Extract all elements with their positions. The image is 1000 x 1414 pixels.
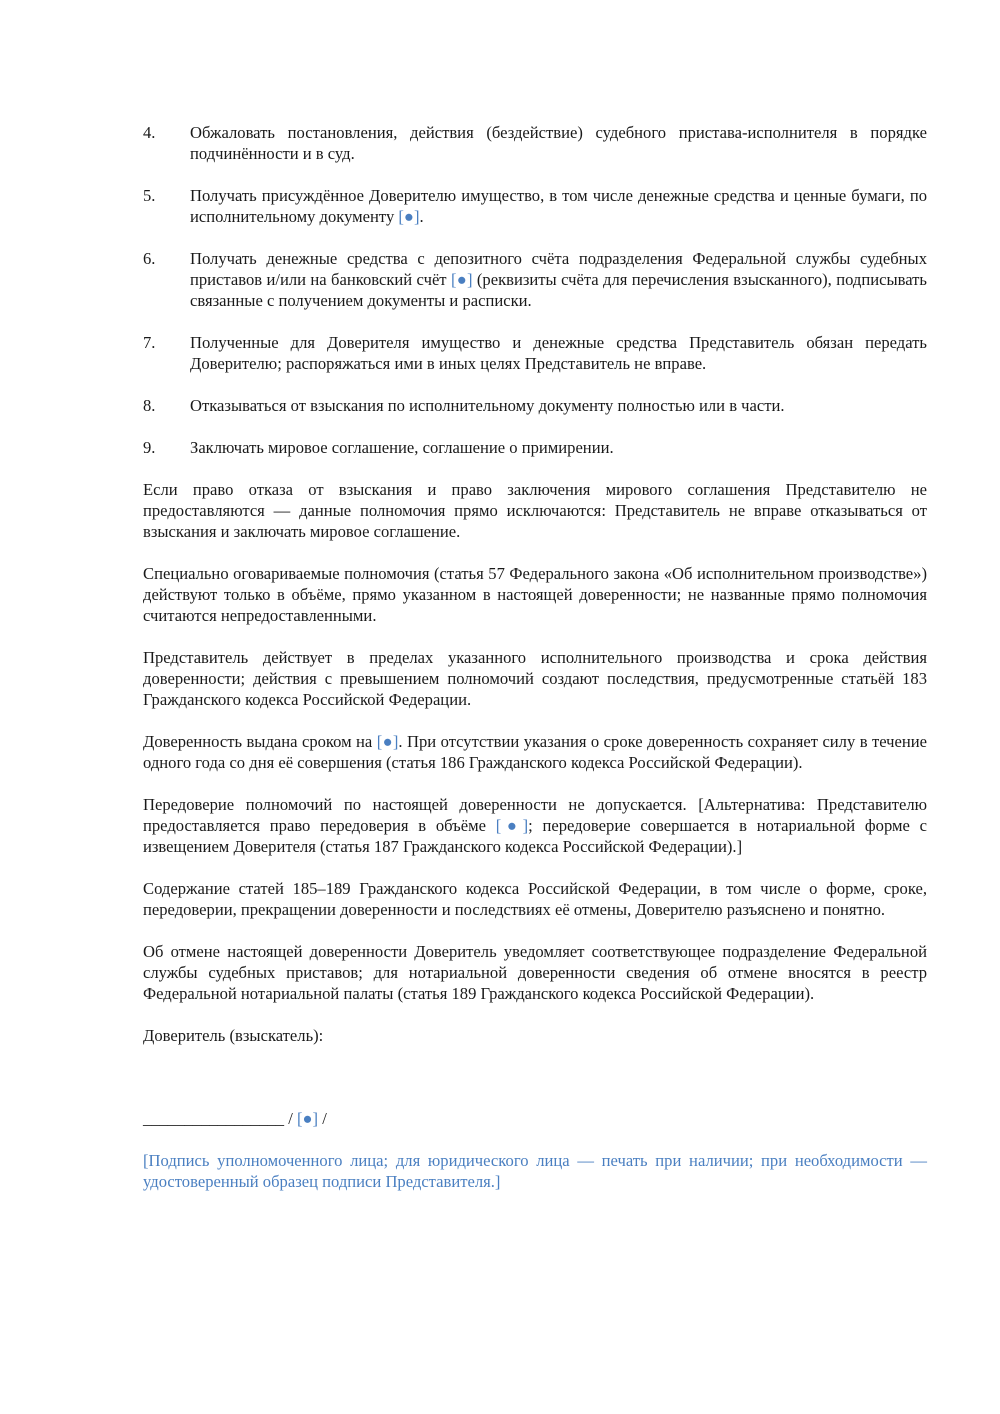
signature-line-end: / [318, 1109, 327, 1128]
signature-note: [Подпись уполномоченного лица; для юридического лица — печать при наличии; при необходимости — удостоверенный образец подписи Представителя.] [143, 1151, 927, 1191]
list-item [143, 395, 927, 416]
text-run: (реквизиты счёта для перечисления взысканного), подписывать связанные с получением документы и расписки. [190, 270, 927, 310]
signature-space [143, 1067, 927, 1108]
list-item [143, 437, 927, 458]
text-run: Доверенность выдана сроком на [143, 732, 377, 751]
text-run: ; передоверие совершается в нотариальной форме с извещением Доверителя (статья 187 Гражданского кодекса Российской Федерации).] [143, 816, 928, 856]
text-run: Специально оговариваемые полномочия (статья 57 Федерального закона «Об исполнительном производстве») действуют только в объёме, прямо указанном в настоящей доверенности; не названные прямо полномочия считаются непредоставленными. [143, 564, 927, 625]
text-run: Полученные для Доверителя имущество и денежные средства Представитель обязан передать Доверителю; распоряжаться ими в иных целях Представитель не вправе. [190, 333, 927, 373]
list-item-text [190, 332, 927, 374]
numbered-list [143, 122, 927, 458]
list-item-text [190, 437, 927, 458]
text-run: Получать денежные средства с депозитного счёта подразделения Федеральной службы судебных приставов и/или на банковский счёт [190, 249, 927, 289]
text-run: Передоверие полномочий по настоящей доверенности не допускается. [Альтернатива: Представителю предоставляется право передоверия в объёме [143, 795, 927, 835]
paragraph [143, 731, 927, 773]
list-item-number: 5. [143, 186, 156, 205]
body-paragraphs [143, 479, 927, 1004]
list-item [143, 248, 927, 311]
principal-label: Доверитель (взыскатель): [143, 1026, 324, 1045]
list-item-text [190, 395, 927, 416]
text-run: Заключать мировое соглашение, соглашение о примирении. [190, 438, 614, 457]
signature-underscore: _________________ / [143, 1109, 297, 1128]
paragraph [143, 647, 927, 710]
placeholder-marker: [●] [450, 270, 473, 289]
list-item-number: 9. [143, 438, 156, 457]
paragraph [143, 563, 927, 626]
text-run: Обжаловать постановления, действия (бездействие) судебного пристава-исполнителя в порядке подчинённости и в суд. [190, 123, 927, 163]
signature-placeholder: [●] [296, 1109, 319, 1128]
list-item-text [190, 185, 927, 227]
signature-line [143, 1108, 927, 1129]
paragraph [143, 941, 927, 1004]
text-run: . [419, 207, 424, 226]
text-run: Если право отказа от взыскания и право заключения мирового соглашения Представителю не предоставляются — данные полномочия прямо исключаются: Представитель не вправе отказываться от взыскания и заключать мировое соглашение. [143, 480, 927, 541]
list-item-number: 4. [143, 123, 156, 142]
list-item [143, 332, 927, 374]
paragraph [143, 794, 927, 857]
text-run: Отказываться от взыскания по исполнительному документу полностью или в части. [190, 396, 785, 415]
text-run: Получать присуждённое Доверителю имущество, в том числе денежные средства и ценные бумаги, по исполнительному документу [190, 186, 927, 226]
document-page [143, 122, 927, 1192]
paragraph [143, 878, 927, 920]
list-item-text [190, 122, 927, 164]
list-item-number: 6. [143, 249, 156, 268]
placeholder-marker: [●] [398, 207, 420, 226]
list-item-number: 7. [143, 333, 156, 352]
paragraph [143, 479, 927, 542]
text-run: Содержание статей 185–189 Гражданского кодекса Российской Федерации, в том числе о форме, сроке, передоверии, прекращении доверенности и последствиях её отмены, Доверителю разъяснено и понятно. [143, 879, 927, 919]
text-run: Об отмене настоящей доверенности Доверитель уведомляет соответствующее подразделение Федеральной службы судебных приставов; для нотариальной доверенности сведения об отмене вносятся в реестр Федеральной нотариальной палаты (статья 189 Гражданского кодекса Российской Федерации). [143, 942, 927, 1003]
text-run: Представитель действует в пределах указанного исполнительного производства и срока действия доверенности; действия с превышением полномочий создают последствия, предусмотренные статьёй 183 Гражданского кодекса Российской Федерации. [143, 648, 927, 709]
placeholder-marker: [●] [376, 732, 399, 751]
placeholder-marker: [●] [495, 816, 529, 835]
list-item [143, 185, 927, 227]
text-run: . При отсутствии указания о сроке доверенность сохраняет силу в течение одного года со дня её совершения (статья 186 Гражданского кодекса Российской Федерации). [143, 732, 928, 772]
list-item-text [190, 248, 927, 311]
list-item [143, 122, 927, 164]
list-item-number: 8. [143, 396, 156, 415]
